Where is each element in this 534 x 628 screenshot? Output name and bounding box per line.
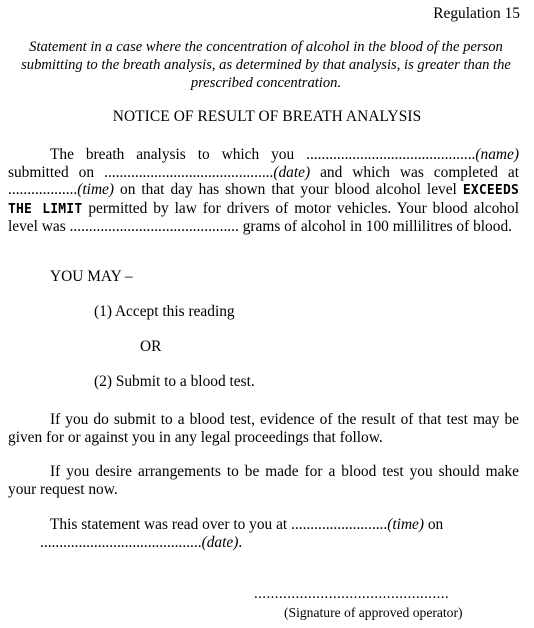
p1-text-b: submitted on [8,163,105,181]
p4-text-b: on [424,516,444,533]
name-blank: ............................................ [306,146,476,163]
read-time-label: (time) [387,516,425,533]
regulation-number: Regulation 15 [433,5,520,22]
read-time-blank: ......................... [291,516,388,533]
read-date-label: (date) [201,533,239,551]
p2-text: If you do submit to a blood test, evidence of the result of that test may be given for or against you in any legal proceedings that follow. [8,411,519,446]
blood-test-evidence-paragraph [8,411,519,446]
time-label: (time) [77,181,115,199]
option-blood-test: (2) Submit to a blood test. [94,373,255,390]
p1-text-a: The breath analysis to which you [50,146,307,163]
p1-text-c: and which was completed at [310,163,519,181]
you-may-heading: YOU MAY – [50,268,133,285]
p4-text-a: This statement was read over to you at [50,516,292,533]
p1-text-f: grams of alcohol in 100 millilitres of blood. [238,218,512,236]
option-accept-reading: (1) Accept this reading [94,303,235,320]
alcohol-level-blank: ............................................ [69,218,239,236]
signature-line: ............................................... [254,586,450,602]
intro-statement: Statement in a case where the concentration of alcohol in the blood of the person submitting to the breath analysis, as determined by that analysis, is greater than the prescribed concentration. [21,39,511,91]
p1-text-d: on that day has shown that your blood alcohol level [114,181,463,199]
result-paragraph [8,146,519,236]
time-blank: .................. [8,181,78,199]
or-separator: OR [140,338,162,355]
request-paragraph [8,463,519,498]
notice-title: NOTICE OF RESULT OF BREATH ANALYSIS [112,108,422,125]
date-label: (date) [273,163,311,181]
p1-text-e: permitted by law for drivers of motor vehicles. Your blood alcohol level was [8,199,519,236]
p3-text: If you desire arrangements to be made for a blood test you should make your request now. [8,463,519,498]
signature-caption: (Signature of approved operator) [284,605,463,620]
read-date-blank: .......................................... [40,533,202,551]
name-label: (name) [475,146,519,163]
exceeds-limit-text: EXCEEDS THE LIMIT [8,183,519,217]
date-blank: ............................................ [104,163,274,181]
p4-text-c: . [238,533,243,551]
read-over-paragraph [8,516,519,551]
